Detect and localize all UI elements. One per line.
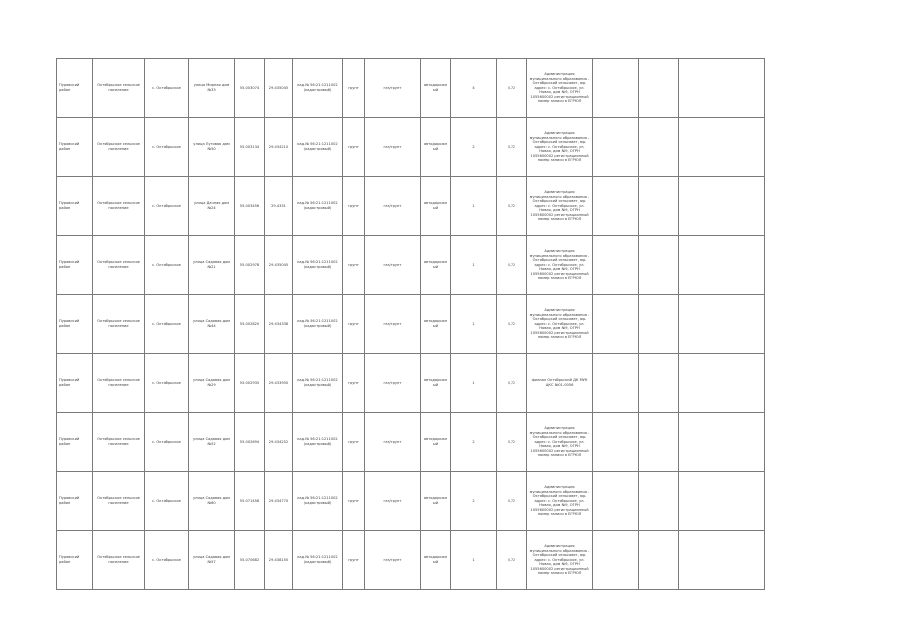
table-cell: газ/грунт xyxy=(365,295,421,354)
table-cell xyxy=(593,472,639,531)
table-cell: Октябрьское сельское поселение xyxy=(93,59,145,118)
table-cell: автодорожный xyxy=(421,236,451,295)
table-cell xyxy=(639,59,679,118)
table-cell: грунт xyxy=(343,354,365,413)
table-cell: 29.434338 xyxy=(265,295,293,354)
table-cell: 55.002978 xyxy=(235,236,265,295)
table-cell: Администрация муниципального образования - Октябрьский сельсовет, юр. адрес: с. Октябрьское, ул. Новая, дом №9, ОГРН 1055600002 регистрационный номер записи в ЕГРЮЛ xyxy=(527,413,593,472)
table-cell: 0,72 xyxy=(497,295,527,354)
table-cell: газ/грунт xyxy=(365,413,421,472)
table-cell xyxy=(639,118,679,177)
table-cell xyxy=(593,413,639,472)
table-row xyxy=(57,236,765,295)
table-cell: Октябрьское сельское поселение xyxy=(93,236,145,295)
table-cell: 55.002935 xyxy=(235,354,265,413)
table-cell: кад.№ 56:21:1211002 (кадастровый) xyxy=(293,472,343,531)
table-cell: улица Садовая дом №60 xyxy=(189,472,235,531)
table-cell: с. Октябрьское xyxy=(145,295,189,354)
table-cell: Пуровский район xyxy=(57,59,93,118)
table-cell xyxy=(639,531,679,590)
table-cell: Пуровский район xyxy=(57,118,93,177)
table-cell: автодорожный xyxy=(421,531,451,590)
table-cell: Администрация муниципального образования - Октябрьский сельсовет, юр. адрес: с. Октябрьское, ул. Новая, дом №9, ОГРН 1055600002 регистрационный номер записи в ЕГРЮЛ xyxy=(527,472,593,531)
table-cell: газ/грунт xyxy=(365,118,421,177)
table-cell: 1 xyxy=(451,354,497,413)
table-cell xyxy=(593,295,639,354)
table-cell: 55.071458 xyxy=(235,472,265,531)
table-cell xyxy=(593,59,639,118)
table-cell: Администрация муниципального образования - Октябрьский сельсовет, юр. адрес: с. Октябрьское, ул. Новая, дом №9, ОГРН 1055600002 регистрационный номер записи в ЕГРЮЛ xyxy=(527,295,593,354)
table-cell: улица Мирная дом №33 xyxy=(189,59,235,118)
table-cell: 0,72 xyxy=(497,177,527,236)
table-cell: газ/грунт xyxy=(365,531,421,590)
table-row xyxy=(57,413,765,472)
table-cell: улица Садовая дом №21 xyxy=(189,236,235,295)
table-cell: улица Садовая дом №52 xyxy=(189,413,235,472)
table-cell: газ/грунт xyxy=(365,236,421,295)
table-cell: Администрация муниципального образования - Октябрьский сельсовет, юр. адрес: с. Октябрьское, ул. Новая, дом №9, ОГРН 1055600002 регистрационный номер записи в ЕГРЮЛ xyxy=(527,177,593,236)
table-cell: с. Октябрьское xyxy=(145,413,189,472)
table-cell: кад.№ 56:21:1211002 (кадастровый) xyxy=(293,118,343,177)
table-cell: 55.003074 xyxy=(235,59,265,118)
table-cell xyxy=(679,413,765,472)
table-cell: 0,72 xyxy=(497,472,527,531)
table-cell xyxy=(639,177,679,236)
table-cell xyxy=(639,236,679,295)
table-cell: автодорожный xyxy=(421,354,451,413)
table-cell: Октябрьское сельское поселение xyxy=(93,295,145,354)
table-row xyxy=(57,118,765,177)
table-cell: Администрация муниципального образования - Октябрьский сельсовет, юр. адрес: с. Октябрьское, ул. Новая, дом №9, ОГРН 1055600002 регистрационный номер записи в ЕГРЮЛ xyxy=(527,59,593,118)
table-row xyxy=(57,531,765,590)
table-cell: кад.№ 56:21:1211002 (кадастровый) xyxy=(293,59,343,118)
table-cell: 0,72 xyxy=(497,354,527,413)
table-cell: грунт xyxy=(343,472,365,531)
table-cell: 55.003456 xyxy=(235,177,265,236)
table-cell: автодорожный xyxy=(421,59,451,118)
table-cell: газ/грунт xyxy=(365,177,421,236)
table-cell: автодорожный xyxy=(421,413,451,472)
table-cell xyxy=(679,177,765,236)
table-cell: 4 xyxy=(451,59,497,118)
table-cell: 0,72 xyxy=(497,59,527,118)
table-cell: улица Садовая дом №44 xyxy=(189,295,235,354)
table-cell: грунт xyxy=(343,531,365,590)
table-cell: кад.№ 56:21:1211002 (кадастровый) xyxy=(293,413,343,472)
table-cell: грунт xyxy=(343,236,365,295)
table-cell: с. Октябрьское xyxy=(145,177,189,236)
table-cell: грунт xyxy=(343,413,365,472)
registry-table xyxy=(56,58,765,590)
table-cell: с. Октябрьское xyxy=(145,118,189,177)
table-cell: 29.434770 xyxy=(265,472,293,531)
table-cell: Пуровский район xyxy=(57,413,93,472)
table-cell: 29.438150 xyxy=(265,531,293,590)
table-cell xyxy=(679,59,765,118)
table-body xyxy=(57,59,765,590)
table-cell: Октябрьское сельское поселение xyxy=(93,413,145,472)
table-cell: улица Дачная дом №24 xyxy=(189,177,235,236)
table-cell: 55.003134 xyxy=(235,118,265,177)
table-cell: кад.№ 56:21:1211002 (кадастровый) xyxy=(293,531,343,590)
table-cell: 2 xyxy=(451,118,497,177)
table-cell: с. Октябрьское xyxy=(145,531,189,590)
table-cell: автодорожный xyxy=(421,472,451,531)
table-cell: кад.№ 56:21:1211002 (кадастровый) xyxy=(293,236,343,295)
table-cell: газ/грунт xyxy=(365,59,421,118)
table-cell: 29.434210 xyxy=(265,118,293,177)
table-cell xyxy=(593,354,639,413)
table-cell: филиал Октябрьский ДК МУК ЦКС №01-0056 xyxy=(527,354,593,413)
table-cell: 1 xyxy=(451,295,497,354)
table-cell: Пуровский район xyxy=(57,531,93,590)
table-cell: улица Садовая дом №57 xyxy=(189,531,235,590)
table-cell: автодорожный xyxy=(421,118,451,177)
table-cell xyxy=(679,118,765,177)
table-cell: грунт xyxy=(343,118,365,177)
table-cell: грунт xyxy=(343,59,365,118)
table-cell: 2 xyxy=(451,413,497,472)
table-cell: улица Садовая дом №29 xyxy=(189,354,235,413)
table-cell xyxy=(593,177,639,236)
table-cell xyxy=(639,413,679,472)
table-cell: кад.№ 56:21:1211002 (кадастровый) xyxy=(293,354,343,413)
table-cell: 1 xyxy=(451,177,497,236)
table-cell: Октябрьское сельское поселение xyxy=(93,118,145,177)
table-cell: 29.4331 xyxy=(265,177,293,236)
table-cell: 1 xyxy=(451,236,497,295)
table-cell: улица Луговая дом №50 xyxy=(189,118,235,177)
table-cell xyxy=(679,531,765,590)
table-cell: 55.002694 xyxy=(235,413,265,472)
table-cell xyxy=(679,236,765,295)
table-row xyxy=(57,354,765,413)
table-cell: Администрация муниципального образования - Октябрьский сельсовет, юр. адрес: с. Октябрьское, ул. Новая, дом №9, ОГРН 1055600002 регистрационный номер записи в ЕГРЮЛ xyxy=(527,236,593,295)
table-cell xyxy=(679,295,765,354)
table-cell: 0,72 xyxy=(497,236,527,295)
table-cell xyxy=(593,118,639,177)
table-cell: кад.№ 56:21:1211002 (кадастровый) xyxy=(293,177,343,236)
table-cell: с. Октябрьское xyxy=(145,236,189,295)
table-cell: грунт xyxy=(343,295,365,354)
table-cell: Октябрьское сельское поселение xyxy=(93,472,145,531)
table-cell: 29.435045 xyxy=(265,59,293,118)
table-cell: Администрация муниципального образования - Октябрьский сельсовет, юр. адрес: с. Октябрьское, ул. Новая, дом №9, ОГРН 1055600002 регистрационный номер записи в ЕГРЮЛ xyxy=(527,118,593,177)
table-cell: кад.№ 56:21:1211002 (кадастровый) xyxy=(293,295,343,354)
table-cell: 0,72 xyxy=(497,118,527,177)
table-cell: Пуровский район xyxy=(57,354,93,413)
table-cell: Октябрьское сельское поселение xyxy=(93,177,145,236)
table-cell: 29.433950 xyxy=(265,354,293,413)
table-row xyxy=(57,59,765,118)
table-cell: газ/грунт xyxy=(365,472,421,531)
table-cell: Администрация муниципального образования - Октябрьский сельсовет, юр. адрес: с. Октябрьское, ул. Новая, дом №9, ОГРН 1055600002 регистрационный номер записи в ЕГРЮЛ xyxy=(527,531,593,590)
table-cell: Октябрьское сельское поселение xyxy=(93,354,145,413)
table-cell: 2 xyxy=(451,472,497,531)
table-cell xyxy=(593,531,639,590)
table-cell xyxy=(639,354,679,413)
table-cell xyxy=(639,295,679,354)
table-row xyxy=(57,472,765,531)
table-cell: 55.070682 xyxy=(235,531,265,590)
table-cell xyxy=(593,236,639,295)
table-cell xyxy=(639,472,679,531)
table-cell: газ/грунт xyxy=(365,354,421,413)
table-cell: 29.434252 xyxy=(265,413,293,472)
table-cell xyxy=(679,354,765,413)
table-cell: Октябрьское сельское поселение xyxy=(93,531,145,590)
table-cell: Пуровский район xyxy=(57,177,93,236)
table-row xyxy=(57,295,765,354)
table-cell: с. Октябрьское xyxy=(145,472,189,531)
table-cell xyxy=(679,472,765,531)
table-cell: автодорожный xyxy=(421,177,451,236)
table-cell: с. Октябрьское xyxy=(145,354,189,413)
table-cell: автодорожный xyxy=(421,295,451,354)
table-cell: 1 xyxy=(451,531,497,590)
table-cell: грунт xyxy=(343,177,365,236)
table-cell: 0,72 xyxy=(497,413,527,472)
table-cell: 0,72 xyxy=(497,531,527,590)
table-cell: с. Октябрьское xyxy=(145,59,189,118)
table-cell: Пуровский район xyxy=(57,236,93,295)
table-cell: Пуровский район xyxy=(57,472,93,531)
table-cell: 55.002820 xyxy=(235,295,265,354)
table-row xyxy=(57,177,765,236)
table-cell: 29.435045 xyxy=(265,236,293,295)
table-cell: Пуровский район xyxy=(57,295,93,354)
